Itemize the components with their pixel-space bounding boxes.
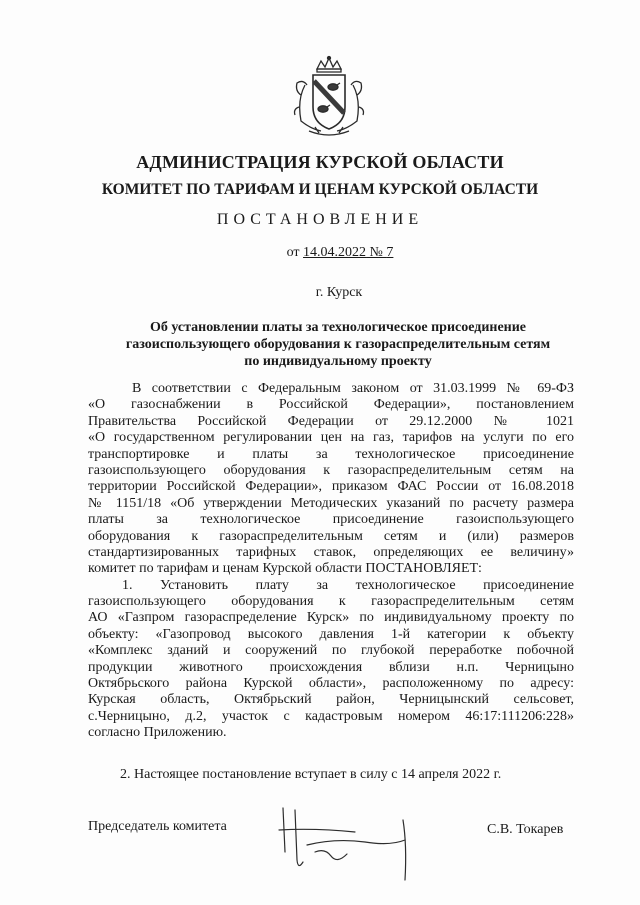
preamble-line: оборудования к газораспределительным сетям и (или) размеров xyxy=(88,528,574,544)
document-date: 14.04.2022 xyxy=(303,245,367,260)
organization-title: АДМИНИСТРАЦИЯ КУРСКОЙ ОБЛАСТИ xyxy=(136,152,504,172)
document-subject xyxy=(0,319,640,370)
signer-name: С.В. Токарев xyxy=(487,822,564,837)
document-type: ПОСТАНОВЛЕНИЕ xyxy=(216,211,424,228)
preamble-line: Правительства Российской Федерации от 29.12.2000 № 1021 xyxy=(88,413,574,429)
document-number: 7 xyxy=(386,245,394,260)
subject-line: по индивидуальному проекту xyxy=(244,354,432,369)
subject-line: Об установлении платы за технологическое присоединение xyxy=(149,320,527,335)
preamble-line: № 1151/18 «Об утверждении Методических указаний по расчету размера xyxy=(88,495,574,511)
point1-line: «Комплекс зданий и сооружений по глубокой переработке побочной xyxy=(88,643,574,659)
date-number-line xyxy=(0,245,640,261)
point1-line: Октябрьского района Курской области», расположенному по адресу: xyxy=(88,676,574,692)
point1-line: продукции животного происхождения вблизи н.п. Черницыно xyxy=(88,659,574,675)
point1-line: АО «Газпром газораспределение Курск» по индивидуальному проекту по xyxy=(88,610,574,626)
point1-line: объекту: «Газопровод высокого давления 1-й категории к объекту xyxy=(88,626,574,642)
document-body xyxy=(88,381,574,742)
preamble-line: комитет по тарифам и ценам Курской области ПОСТАНОВЛЯЕТ: xyxy=(88,561,482,577)
preamble-line: «О государственном регулировании цен на газ, тарифов на услуги по его xyxy=(88,430,574,446)
point1-line: согласно Приложению. xyxy=(88,725,227,741)
number-prefix: № xyxy=(366,245,387,260)
preamble-line: «О газоснабжении в Российской Федерации», постановлением xyxy=(88,397,574,413)
preamble-line: газоиспользующего оборудования к газораспределительным сетям на xyxy=(88,462,574,478)
date-prefix: от xyxy=(286,245,304,260)
signer-position: Председатель комитета xyxy=(88,819,227,834)
handwritten-signature xyxy=(255,790,425,890)
point1-line: Курская область, Октябрьский район, Черницынский сельсовет, xyxy=(88,692,574,708)
point1-line: 1. Установить плату за технологическое присоединение xyxy=(122,577,574,593)
coat-of-arms-icon xyxy=(291,55,367,137)
point1-line: с.Черницыно, д.2, участок с кадастровым номером 46:17:111206:228» xyxy=(88,708,574,724)
preamble-line: территории Российской Федерации», приказом ФАС России от 16.08.2018 xyxy=(88,479,574,495)
committee-title: КОМИТЕТ ПО ТАРИФАМ И ЦЕНАМ КУРСКОЙ ОБЛАСТИ xyxy=(101,181,539,198)
city-line: г. Курск xyxy=(315,285,363,300)
point1-line: газоиспользующего оборудования к газораспределительным сетям xyxy=(88,594,574,610)
preamble-line: платы за технологическое присоединение газоиспользующего xyxy=(88,512,574,528)
preamble-line: В соответствии с Федеральным законом от 31.03.1999 № 69-ФЗ xyxy=(132,381,574,396)
preamble-line: стандартизированных тарифных ставок, определяющих ее величину» xyxy=(88,544,574,560)
point2-line: 2. Настоящее постановление вступает в силу с 14 апреля 2022 г. xyxy=(120,767,502,782)
subject-line: газоиспользующего оборудования к газораспределительным сетям xyxy=(125,337,551,352)
preamble-line: транспортировке и платы за технологическое присоединение xyxy=(88,446,574,462)
